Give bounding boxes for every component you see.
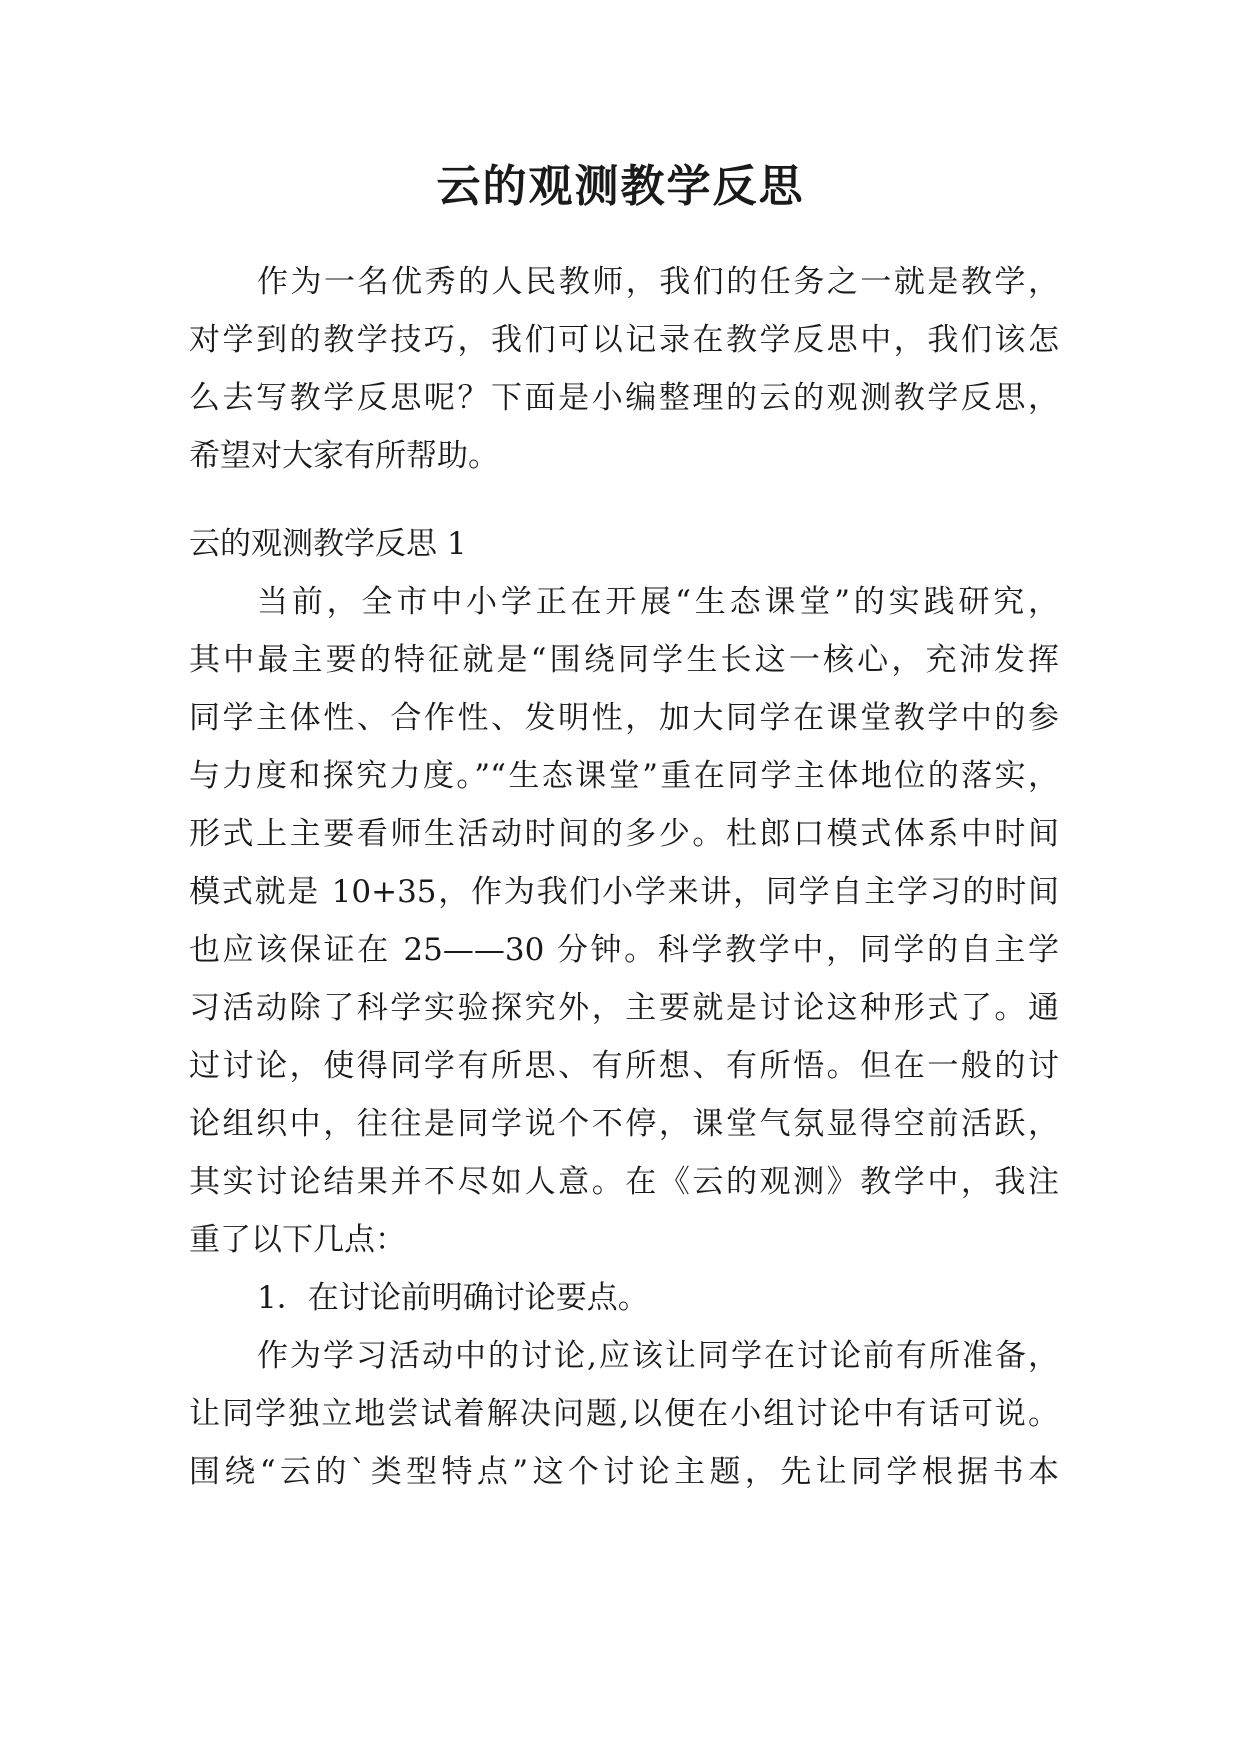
point-1-line-3: 围绕“云的`类型特点”这个讨论主题，先让同学根据书本 bbox=[189, 1454, 1059, 1490]
body-line-11: 其实讨论结果并不尽如人意。在《云的观测》教学中，我注 bbox=[189, 1164, 1059, 1200]
body-line-5: 形式上主要看师生活动时间的多少。杜郎口模式体系中时间 bbox=[189, 816, 1059, 852]
section-heading: 云的观测教学反思 1 bbox=[189, 526, 467, 562]
body-line-3: 同学主体性、合作性、发明性，加大同学在课堂教学中的参 bbox=[189, 700, 1059, 736]
intro-line-4: 希望对大家有所帮助。 bbox=[189, 438, 499, 474]
document-title: 云的观测教学反思 bbox=[436, 161, 805, 212]
point-1-line-2: 让同学独立地尝试着解决问题,以便在小组讨论中有话可说。 bbox=[189, 1396, 1059, 1432]
body-line-6: 模式就是 10+35，作为我们小学来讲，同学自主学习的时间 bbox=[189, 874, 1059, 910]
intro-line-3: 么去写教学反思呢？下面是小编整理的云的观测教学反思， bbox=[189, 380, 1059, 416]
body-line-1: 当前，全市中小学正在开展“生态课堂”的实践研究， bbox=[257, 584, 1059, 620]
body-line-12: 重了以下几点： bbox=[189, 1222, 406, 1258]
intro-line-1: 作为一名优秀的人民教师，我们的任务之一就是教学， bbox=[257, 264, 1059, 300]
body-line-2: 其中最主要的特征就是“围绕同学生长这一核心，充沛发挥 bbox=[189, 642, 1059, 678]
intro-line-2: 对学到的教学技巧，我们可以记录在教学反思中，我们该怎 bbox=[189, 322, 1059, 358]
body-line-10: 论组织中，往往是同学说个不停，课堂气氛显得空前活跃， bbox=[189, 1106, 1059, 1142]
body-line-4: 与力度和探究力度。”“生态课堂”重在同学主体地位的落实， bbox=[189, 758, 1059, 794]
point-1-heading: 1．在讨论前明确讨论要点。 bbox=[257, 1280, 649, 1316]
body-line-9: 过讨论，使得同学有所思、有所想、有所悟。但在一般的讨 bbox=[189, 1048, 1059, 1084]
body-line-7: 也应该保证在 25——30 分钟。科学教学中，同学的自主学 bbox=[189, 932, 1059, 968]
body-line-8: 习活动除了科学实验探究外，主要就是讨论这种形式了。通 bbox=[189, 990, 1059, 1026]
point-1-line-1: 作为学习活动中的讨论,应该让同学在讨论前有所准备， bbox=[257, 1338, 1059, 1374]
